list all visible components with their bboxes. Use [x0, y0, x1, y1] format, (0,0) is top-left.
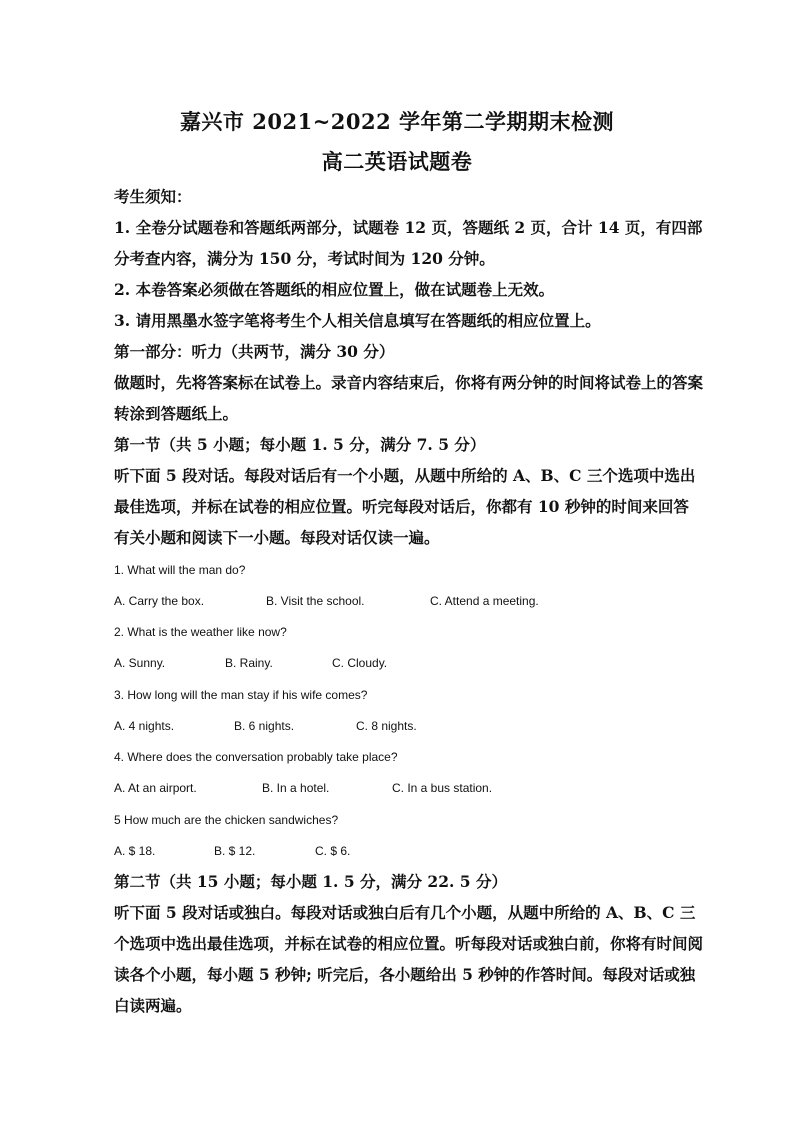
part1-instruction: 做题时，先将答案标在试卷上。录音内容结束后，你将有两分钟的时间将试卷上的答案转涂到答题纸上。 [114, 373, 704, 423]
q3-option-a: A. 4 nights. [114, 719, 175, 733]
section1-instruction: 听下面 5 段对话。每段对话后有一个小题，从题中所给的 A、B、C 三个选项中选出最佳选项，并标在试卷的相应位置。听完每段对话后，你都有 10 秒钟的时间来回答有关小题和阅读下一小题。每段对话仅读一遍。 [114, 466, 696, 547]
q1-option-a: A. Carry the box. [114, 594, 205, 608]
q4-option-b: B. In a hotel. [262, 781, 330, 795]
section1-heading: 第一节（共 5 小题；每小题 1. 5 分，满分 7. 5 分） [114, 435, 486, 454]
q4-option-a: A. At an airport. [114, 781, 197, 795]
q3-option-c: C. 8 nights. [356, 719, 417, 733]
exam-subtitle: 高二英语试题卷 [321, 149, 473, 174]
notice-item-1: 1. 全卷分试题卷和答题纸两部分，试题卷 12 页，答题纸 2 页，合计 14 页，有四部分考查内容，满分为 150 分，考试时间为 120 分钟。 [114, 218, 703, 268]
section2-instruction: 听下面 5 段对话或独白。每段对话或独白后有几个小题，从题中所给的 A、B、C 三个选项中选出最佳选项，并标在试卷的相应位置。听每段对话或独白前，你将有时间阅读各个小题，每小题 5 秒钟; 听完后，各小题给出 5 秒钟的作答时间。每段对话或独白读两遍。 [114, 903, 704, 1015]
notice-item-3: 3. 请用黑墨水签字笔将考生个人相关信息填写在答题纸的相应位置上。 [114, 311, 601, 330]
section2-block [114, 866, 704, 1021]
q1-option-c: C. Attend a meeting. [430, 594, 539, 608]
q3-option-b: B. 6 nights. [234, 719, 295, 733]
notice-item-2: 2. 本卷答案必须做在答题纸的相应位置上，做在试题卷上无效。 [114, 280, 555, 299]
q5-option-a: A. $ 18. [114, 844, 156, 858]
q5-option-c: C. $ 6. [315, 844, 351, 858]
question-3: 3. How long will the man stay if his wife comes? [114, 688, 368, 702]
exam-title: 嘉兴市 2021~2022 学年第二学期期末检测 [179, 109, 615, 134]
section2-heading: 第二节（共 15 小题；每小题 1. 5 分，满分 22. 5 分） [114, 872, 507, 891]
question-5: 5 How much are the chicken sandwiches? [114, 813, 339, 827]
question-2: 2. What is the weather like now? [114, 625, 287, 639]
q2-option-b: B. Rainy. [225, 656, 273, 670]
q4-option-c: C. In a bus station. [392, 781, 493, 795]
notice-heading: 考生须知： [114, 187, 192, 206]
question-1: 1. What will the man do? [114, 563, 246, 577]
question-4: 4. Where does the conversation probably take place? [114, 750, 398, 764]
part1-heading: 第一部分：听力（共两节，满分 30 分） [114, 342, 395, 361]
notice-block [114, 181, 704, 553]
q1-option-b: B. Visit the school. [266, 594, 365, 608]
q2-option-c: C. Cloudy. [332, 656, 388, 670]
q2-option-a: A. Sunny. [114, 656, 166, 670]
q5-option-b: B. $ 12. [214, 844, 256, 858]
